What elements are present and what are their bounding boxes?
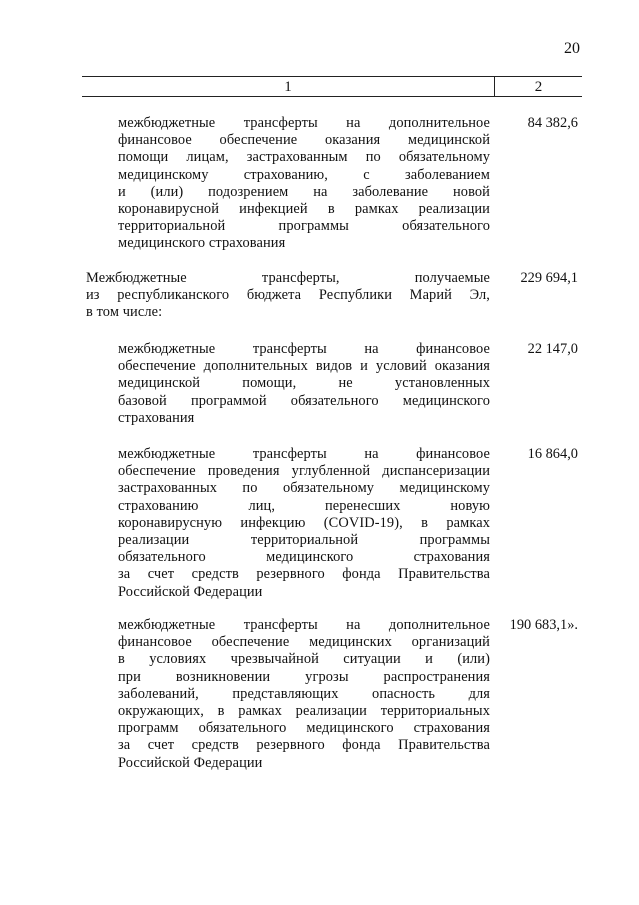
description-line: и (или) подозрением на заболевание новой — [118, 183, 490, 200]
description-line: базовой программой обязательного медицинского — [118, 392, 490, 409]
description-line: в условиях чрезвычайной ситуации и (или) — [118, 651, 490, 668]
description-line: Российской Федерации — [118, 583, 263, 600]
description-line: медицинской помощи, не установленных — [118, 375, 490, 392]
description-line: заболеваний, представляющих опасность для — [118, 685, 490, 702]
description-line: коронавирусной инфекцией в рамках реализации — [118, 201, 490, 218]
description-line: из республиканского бюджета Республики Марий Эл, — [86, 287, 490, 304]
row-description — [118, 446, 490, 601]
row-amount: 190 683,1». — [509, 617, 578, 633]
description-line: финансовое обеспечение оказания медицинской — [118, 132, 490, 149]
description-line: межбюджетные трансферты на дополнительное — [118, 617, 490, 633]
description-line: реализации территориальной программы — [118, 532, 490, 549]
row-amount: 16 864,0 — [527, 446, 578, 462]
description-line: за счет средств резервного фонда Правительства — [118, 566, 490, 583]
description-line: территориальной программы обязательного — [118, 218, 490, 235]
table-top-rule — [82, 76, 582, 77]
description-line: медицинского страхования — [118, 235, 286, 252]
description-line: страхованию лиц, перенесших новую — [118, 497, 490, 514]
row-amount: 229 694,1 — [520, 270, 578, 286]
description-line: межбюджетные трансферты на финансовое — [118, 446, 490, 462]
description-line: обеспечение проведения углубленной диспансеризации — [118, 463, 490, 480]
description-line: окружающих, в рамках реализации территориальных — [118, 703, 490, 720]
description-line: обеспечение дополнительных видов и условий оказания — [118, 358, 490, 375]
description-line: межбюджетные трансферты на финансовое — [118, 341, 490, 357]
description-line: коронавирусную инфекцию (COVID-19), в рамках — [118, 514, 490, 531]
table-header-col1: 1 — [284, 79, 292, 95]
description-line: в том числе: — [86, 304, 163, 321]
row-description — [118, 115, 490, 253]
table-header-col2: 2 — [534, 79, 543, 95]
description-line: программ обязательного медицинского страхования — [118, 720, 490, 737]
description-line: межбюджетные трансферты на дополнительное — [118, 115, 490, 131]
description-line: страхования — [118, 409, 195, 426]
description-line: застрахованных по обязательному медицинскому — [118, 480, 490, 497]
row-description — [118, 341, 490, 427]
row-amount: 84 382,6 — [527, 115, 578, 131]
description-line: финансовое обеспечение медицинских организаций — [118, 634, 490, 651]
description-line: Российской Федерации — [118, 754, 263, 771]
description-line: медицинскому страхованию, с заболеванием — [118, 166, 490, 183]
description-line: обязательного медицинского страхования — [118, 549, 490, 566]
row-amount: 22 147,0 — [527, 341, 578, 357]
description-line: Межбюджетные трансферты, получаемые — [86, 270, 490, 286]
row-description — [118, 617, 490, 772]
description-line: за счет средств резервного фонда Правительства — [118, 737, 490, 754]
table-header-bottom-rule — [82, 96, 582, 97]
description-line: помощи лицам, застрахованным по обязательному — [118, 149, 490, 166]
description-line: при возникновении угрозы распространения — [118, 668, 490, 685]
row-description — [86, 270, 490, 322]
page-number: 20 — [564, 40, 580, 57]
